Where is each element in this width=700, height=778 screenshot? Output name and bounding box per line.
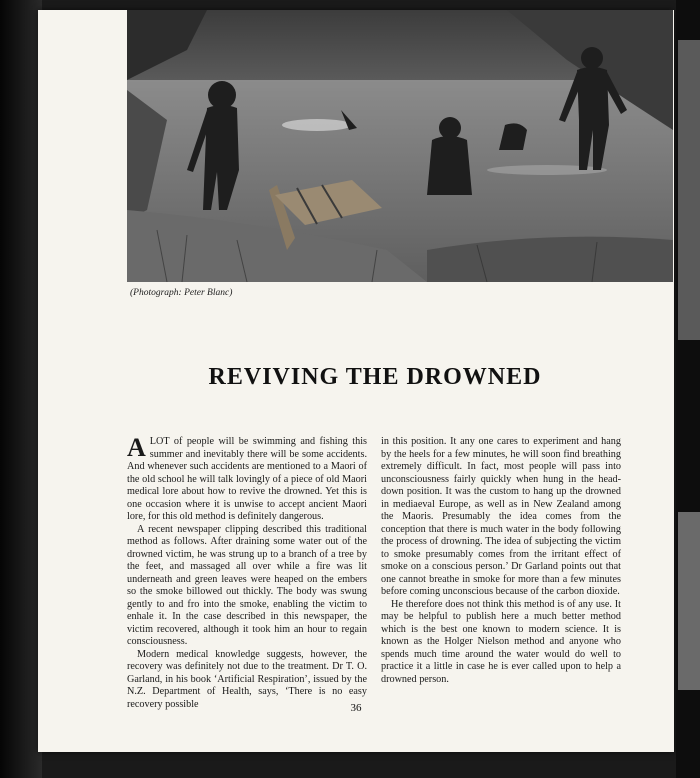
paragraph-text: LOT of people will be swimming and fishing this summer and inevitably there will be some accidents. And whenever such accidents are mentioned to a Maori of the old school he will talk lovingly of a piece of old Maori medical lore about how to revive the drowned. Yet this is one occasion where it is unwise to accept ancient Maori lore, for this old method is definitely dangerous.	[127, 436, 367, 522]
adjacent-page-photo-bottom	[678, 512, 700, 690]
article-paragraph: Modern medical knowledge suggests, however, the recovery was definitely not due to the treatment. Dr T. O. Garland, in his book ‘Artificial Respiration’, issued by the N.Z. Department of Health, says, ‘There is no easy recovery possible	[127, 648, 367, 710]
adjacent-page-strip	[676, 0, 700, 778]
article-paragraph: A recent newspaper clipping described this traditional method as follows. After draining some water out of the drowned victim, he was strung up to a branch of a tree by the feet, and massaged all over while a fire was lit underneath and green leaves were heaped on the embers so the smoke billowed out thickly. The body was swung gently to and fro into the smoke, enabling the victim to enhale it. In the case described in this newspaper, the victim recovered, although it took him an hour to regain consciousness.	[127, 523, 367, 647]
photo-caption: (Photograph: Peter Blanc)	[130, 288, 233, 298]
article-paragraph	[127, 433, 367, 524]
scan-edge-shadow	[0, 0, 42, 778]
article-paragraph: in this position. It any one cares to experiment and hang by the heels for a few minutes, he will soon find breathing extremely difficult. In fact, most people will pass into unconsciousness fairly quickly when hung in the head-down position. It was the custom to hang up the drowned in mediaeval Europe, as well as in New Zealand among the Maoris. Presumably the idea comes from the conception that there is much water in the body following the process of drowning. The idea of subjecting the victim to smoke presumably comes from the irritant effect of smoke on a conscious person.’ Dr Garland points out that one cannot breathe in smoke for more than a few minutes before coming unconscious because of the carbon dioxide.	[381, 436, 621, 597]
photo-illustration	[127, 10, 673, 282]
page-number: 36	[350, 702, 362, 714]
drop-cap: A	[127, 433, 146, 462]
article-column-left	[127, 433, 367, 711]
article-column-right	[381, 436, 621, 686]
article-title: REVIVING THE DROWNED	[208, 364, 542, 390]
adjacent-page-photo-top	[678, 40, 700, 340]
article-paragraph: He therefore does not think this method is of any use. It may be helpful to publish here a much better method which is the best one known to modern science. It is known as the Holger Nielson method and anyone who spends much time around the water would do well to practice it a little in case he is ever called upon to help a drowned person.	[381, 598, 621, 685]
swimming-children-photo	[127, 10, 673, 282]
